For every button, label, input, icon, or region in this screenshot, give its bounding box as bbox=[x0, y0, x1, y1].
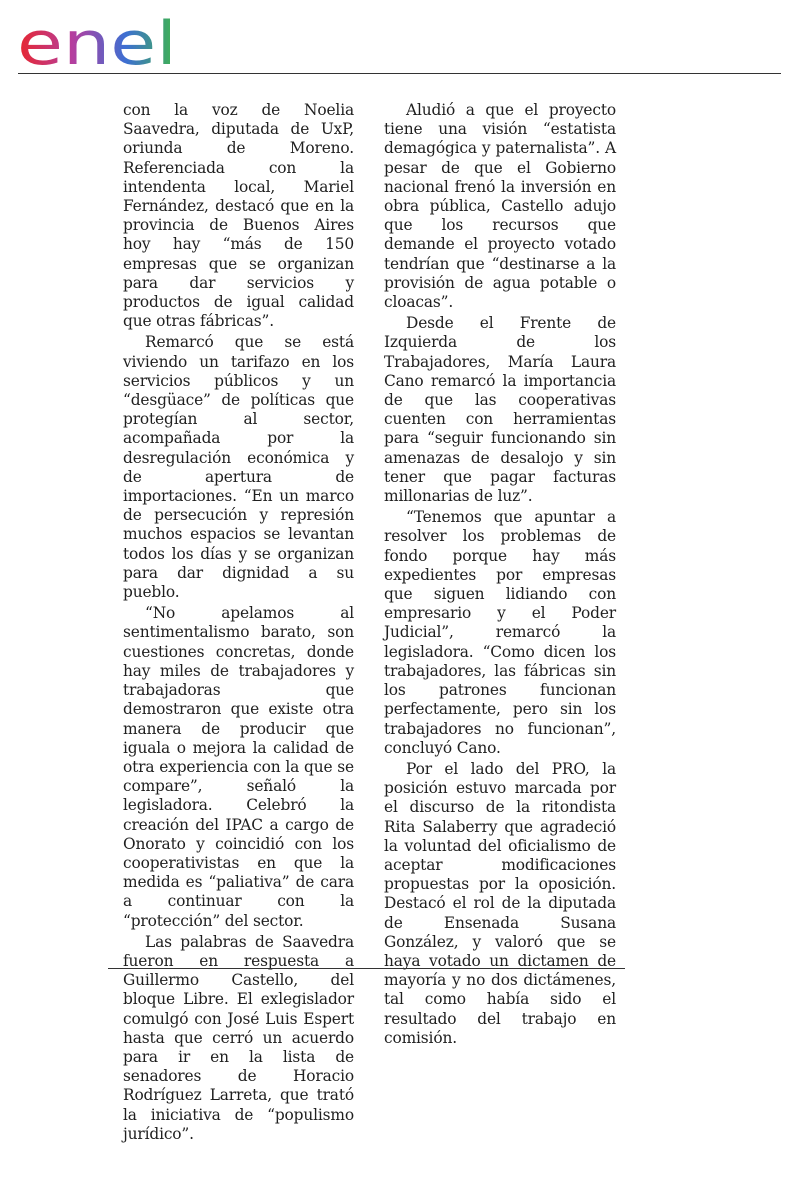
paragraph: “Tenemos que apuntar a resolver los problemas de fondo porque hay más expedientes por empresas que siguen lidiando con empresario y el Poder Judicial”, remarcó la legisladora. “Como dicen los trabajadores, las fábricas sin los patrones funcionan perfectamente, pero sin los trabajadores no funcionan”, concluyó Cano. bbox=[384, 508, 616, 757]
paragraph: Aludió a que el proyecto tiene una visión “estatista demagógica y paternalista”. A pesar de que el Gobierno nacional frenó la inversión en obra pública, Castello adujo que los recursos que demande el proyecto votado tendrían que “destinarse a la provisión de agua potable o cloacas”. bbox=[384, 101, 616, 312]
article-column-right bbox=[384, 101, 616, 1050]
header-rule bbox=[18, 73, 781, 74]
paragraph: “No apelamos al sentimentalismo barato, son cuestiones concretas, donde hay miles de trabajadores y trabajadoras que demostraron que existe otra manera de producir que iguala o mejora la calidad de otra experiencia con la que se compare”, señaló la legisladora. Celebró la creación del IPAC a cargo de Onorato y coincidió con los cooperativistas en que la medida es “paliativa” de cara a continuar con la “protección” del sector. bbox=[123, 604, 354, 930]
paragraph: Remarcó que se está viviendo un tarifazo en los servicios públicos y un “desgüace” de políticas que protegían al sector, acompañada por la desregulación económica y de apertura de importaciones. “En un marco de persecución y represión muchos espacios se levantan todos los días y se organizan para dar dignidad a su pueblo. bbox=[123, 333, 354, 602]
article-column-left bbox=[123, 101, 354, 1146]
paragraph: Las palabras de Saavedra fueron en respuesta a Guillermo Castello, del bloque Libre. El exlegislador comulgó con José Luis Espert hasta que cerró un acuerdo para ir en la lista de senadores de Horacio Rodríguez Larreta, que trató la iniciativa de “populismo jurídico”. bbox=[123, 932, 354, 1143]
paragraph: Desde el Frente de Izquierda de los Trabajadores, María Laura Cano remarcó la importancia de que las cooperativas cuenten con herramientas para “seguir funcionando sin amenazas de desalojo y sin tener que pagar facturas millonarias de luz”. bbox=[384, 314, 616, 506]
paragraph: con la voz de Noelia Saavedra, diputada de UxP, oriunda de Moreno. Referenciada con la intendenta local, Mariel Fernández, destacó que en la provincia de Buenos Aires hoy hay “más de 150 empresas que se organizan para dar servicios y productos de igual calidad que otras fábricas”. bbox=[123, 101, 354, 331]
enel-logo bbox=[17, 6, 187, 70]
paragraph: Por el lado del PRO, la posición estuvo marcada por el discurso de la ritondista Rita Salaberry que agradeció la voluntad del oficialismo de aceptar modificaciones propuestas por la oposición. Destacó el rol de la diputada de Ensenada Susana González, y valoró que se haya votado un dictamen de mayoría y no dos dictámenes, tal como había sido el resultado del trabajo en comisión. bbox=[384, 759, 616, 1047]
footer-rule bbox=[108, 968, 625, 969]
logo-wordmark: enel bbox=[17, 9, 177, 70]
